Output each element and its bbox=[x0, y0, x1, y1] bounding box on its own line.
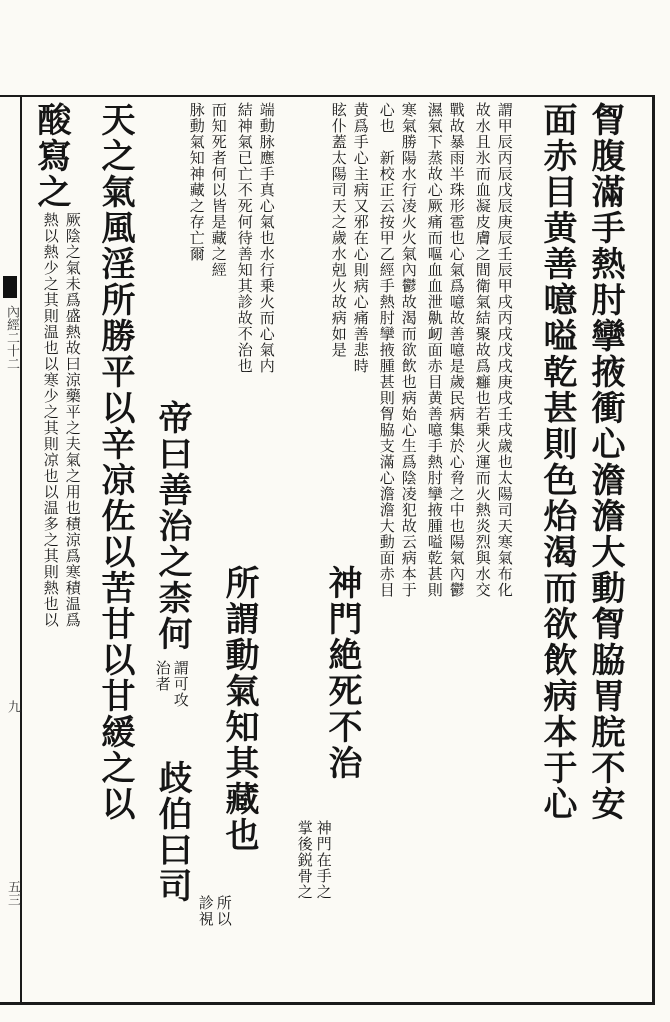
page-number: 五三 bbox=[5, 880, 20, 906]
text-column-1: 胷腹滿手熱肘攣掖衝心澹澹大動胷脇胃脘不安 bbox=[585, 102, 625, 822]
top-border bbox=[0, 95, 655, 97]
text-column-6-main: 神門絶死不治 bbox=[322, 565, 362, 781]
commentary-column-8c: 謂可攻 bbox=[171, 660, 190, 708]
commentary-column-10b: 熱以熱少之其則温也以寒少之其則凉也以温多之其則熱也以 bbox=[41, 212, 60, 628]
commentary-column-3a: 謂甲辰丙辰戊辰庚辰壬辰甲戌丙戌戊戌庚戌壬戌歲也太陽司天寒氣布化 bbox=[495, 102, 514, 598]
commentary-column-7b: 結神氣已亡不死何待善知其診故不治也 bbox=[235, 102, 254, 374]
commentary-column-4b: 濕氣下蒸故心厥痛而嘔血血泄鼽衂面赤目黄善噫手熱肘攣掖腫嗌乾甚則 bbox=[425, 102, 444, 598]
commentary-column-4a: 戰故暴雨半珠形雹也心氣爲噫故善噫是歲民病集於心脅之中也陽氣內鬱 bbox=[447, 102, 466, 598]
commentary-column-10a: 厥陰之氣未爲盛熱故曰涼藥平之夫氣之用也積涼爲寒積温爲 bbox=[63, 212, 82, 628]
left-inner-border bbox=[20, 95, 22, 1005]
commentary-column-8a: 而知死者何以皆是藏之經 bbox=[209, 102, 228, 278]
text-column-9: 天之氣風淫所勝平以辛凉佐以苦甘以甘緩之以 bbox=[95, 102, 135, 822]
text-column-10-main: 酸寫之 bbox=[31, 102, 71, 210]
commentary-column-7a: 端動脉應手真心氣也水行乗火而心氣内 bbox=[257, 102, 276, 374]
text-column-7-main: 所謂動氣知其藏也 bbox=[219, 565, 259, 853]
text-column-2: 面赤目黄善噫嗌乾甚則色炲渴而欲飲病本于心 bbox=[537, 102, 577, 822]
commentary-column-6b: 眩仆蓋太陽司天之歲水剋火故病如是 bbox=[329, 102, 348, 358]
commentary-column-6c: 神門在手之 bbox=[314, 820, 333, 900]
bottom-border bbox=[0, 1002, 655, 1005]
right-border bbox=[652, 95, 655, 1005]
chapter-mark: 內經二十二 bbox=[4, 305, 19, 370]
commentary-column-8b: 脉動氣知神藏之存亡爾 bbox=[187, 102, 206, 262]
text-column-8-main: 帝曰善治之柰何 bbox=[152, 400, 192, 652]
folio: 九 bbox=[5, 700, 20, 713]
commentary-column-5a: 寒氣勝陽水行凌火火氣內鬱故渴而欲飲也病始心生爲陰凌犯故云病本于 bbox=[399, 102, 418, 598]
fishtail-mark bbox=[3, 276, 17, 298]
commentary-column-6d: 掌後鋭骨之 bbox=[295, 820, 314, 900]
commentary-column-6a: 黄爲手心主病又邪在心則病心痛善悲時 bbox=[351, 102, 370, 374]
commentary-column-7c: 所以 bbox=[214, 895, 233, 927]
commentary-column-8d: 治者 bbox=[153, 660, 172, 692]
commentary-column-3b: 故水且氷而血凝皮膚之間衛氣結聚故爲癰也若乗火運而火熱炎烈與水交 bbox=[473, 102, 492, 598]
commentary-column-5b: 心也 新校正云按甲乙經手熱肘攣掖腫甚則胷脇支滿心澹澹大動面赤目 bbox=[377, 102, 396, 598]
text-column-8-main-2: 歧伯曰司 bbox=[152, 760, 192, 904]
commentary-column-7d: 診視 bbox=[196, 895, 215, 927]
